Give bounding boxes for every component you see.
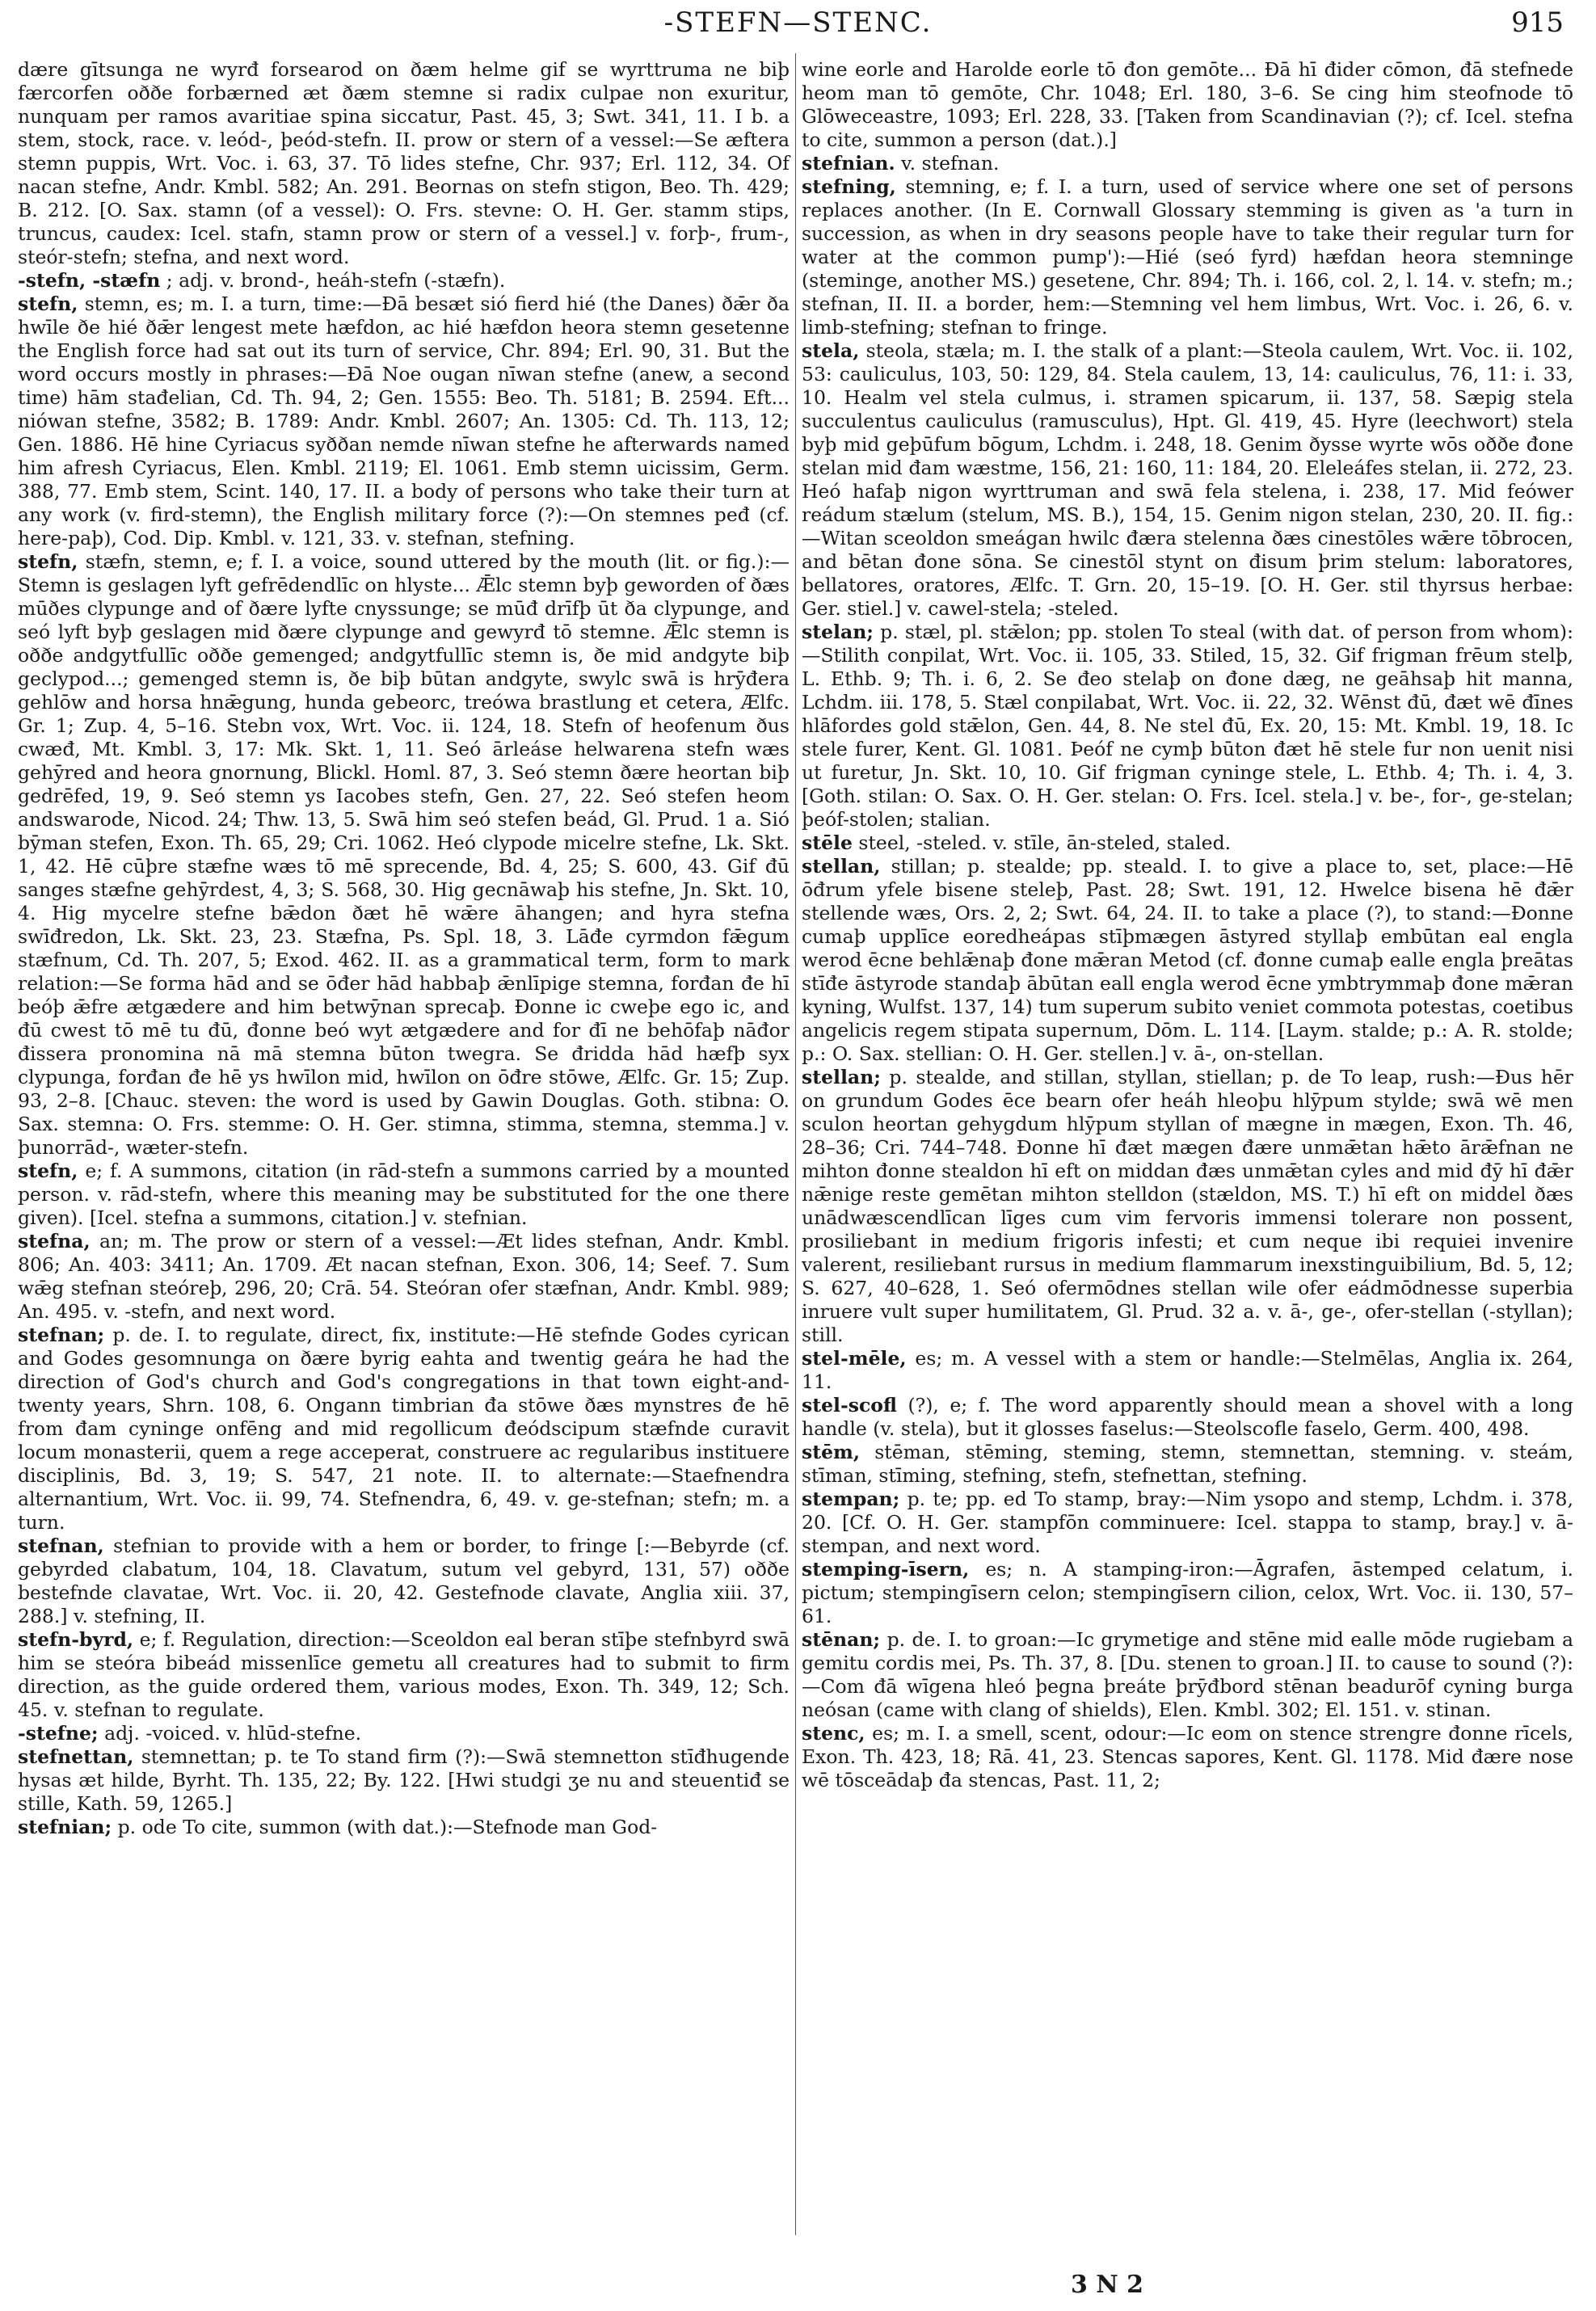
dictionary-entry [802,1722,1573,1792]
entry-text: steel, -steled. v. stīle, ān-steled, staled. [858,831,1232,854]
dictionary-entry [802,621,1573,831]
page-header [0,6,1596,48]
entry-headword: stela, [802,339,860,362]
entry-text: p. de. I. to regulate, direct, fix, institute:—Hē stefnde Godes cyrican and Godes gesomnunga on ðære byrig eahta and twentig geára he had the direction of God's church and God's congregations in that town eight-and-twenty years, Shrn. 108, 6. Ongann timbrian đa stōwe ðæs mynstres đe hē from đam cyninge onfēng and mid regollicum đeódscipum stæfnde curavit locum monasterii, quem a rege acceperat, construere ac regularibus instituere disciplinis, Bd. 3, 19; S. 547, 21 note. II. to alternate:—Staefnendra alternantium, Wrt. Voc. ii. 99, 74. Stefnendra, 6, 49. v. ge-stefnan; stefn; m. a turn. [18,1324,790,1534]
dictionary-entry [18,1160,790,1230]
entry-headword: stenc, [802,1722,865,1745]
entry-text: wine eorle and Harolde eorle tō đon gemōte... Đā hī đider cōmon, đā stefnede heom man tō gemōte, Chr. 1048; Erl. 180, 3–6. Se cing him steofnode tō Glōweceastre, 1093; Erl. 228, 33. [Taken from Scandinavian (?); cf. Icel. stefna to cite, summon a person (dat.).] [802,58,1573,151]
entry-text: p. de. I. to groan:—Ic grymetige and stēne mid ealle mōde rugiebam a gemitu cordis mei, Ps. Th. 37, 8. [Du. stenen to groan.] II. to cause to sound (?):—Com đā wīgena hleó þegna þreáte þrȳđbord stēnan beadurōf cyning burga neósan (came with clang of shields), Elen. Kmbl. 302; El. 151. v. stinan. [802,1628,1573,1721]
entry-text: stemn, es; m. I. a turn, time:—Đā besæt sió fierd hié (the Danes) ðǣr ða hwīle ðe hié ðǣr lengest mete hæfdon, ac hié hæfdon heora stemn gesetenne the English force had sat out its turn of service, Chr. 894; Erl. 90, 31. But the word occurs mostly in phrases:—Đā Noe ougan nīwan stefne (anew, a second time) hām stađelian, Cd. Th. 94, 2; Gen. 1555: Beo. Th. 5181; B. 2594. Eft... niówan stefne, 3582; B. 1789: Andr. Kmbl. 2607; An. 1305: Cd. Th. 113, 12; Gen. 1886. Hē hine Cyriacus syððan nemde nīwan stefne he afterwards named him afresh Cyriacus, Elen. Kmbl. 2119; El. 1061. Emb stemn uicissim, Germ. 388, 77. Emb stem, Scint. 140, 17. II. a body of persons who take their turn at any work (v. fird-stemn), the English military force (?):—On stemnes peđ (cf. here-paþ), Cod. Dip. Kmbl. v. 121, 33. v. stefnan, stefning. [18,293,790,549]
right-column [802,58,1573,1792]
entry-headword: stelan; [802,621,874,643]
entry-text: (?), e; f. The word apparently should mean a shovel with a long handle (v. stela), but it glosses faselus:—Steolscofle faselo, Germ. 400, 498. [802,1394,1573,1440]
entry-text: e; f. A summons, citation (in rād-stefn a summons carried by a mounted person. v. rād-stefn, where this meaning may be substituted for the one there given). [Icel. stefna a summons, citation.] v. stefnian. [18,1160,790,1229]
dictionary-entry [802,1488,1573,1558]
entry-text: stefnian to provide with a hem or border, to fringe [:—Bebyrde (cf. gebyrded clabatum, 104, 18. Clavatum, sutum vel gebyrd, 131, 57) oððe bestefnde clavatae, Wrt. Voc. ii. 20, 42. Gestefnode clavate, Anglia xiii. 37, 288.] v. stefning, II. [18,1534,790,1627]
entry-headword: stefning, [802,175,896,198]
entry-text: stēman, stēming, steming, stemn, stemnettan, stemning. v. steám, stīman, stīming, stefning, stefn, stefnettan, stefning. [802,1441,1573,1487]
dictionary-entry [18,1324,790,1534]
dictionary-entry [802,1558,1573,1628]
entry-text: ; adj. v. brond-, heáh-stefn (-stæfn). [166,269,506,292]
entry-text: stæfn, stemn, e; f. I. a voice, sound uttered by the mouth (lit. or fig.):—Stemn is geslagen lyft gefrēdendlīc on hlyste... Ǣlc stemn byþ geworden of ðæs mūðes clypunge and of ðære lyfte cnyssunge; se mūđ drīfþ ūt ða clypunge, and seó lyft byþ geslagen mid ðære clypunge and gewyrđ tō stemne. Ǣlc stemn is oððe andgytfullīc oððe gemenged; andgytfullīc stemn is, ðe mid andgyte biþ geclypod...; gemenged stemn is, ðe biþ būtan andgyte, swylc swā is hrȳđera gehlōw and horsa hnǣgung, hunda gebeorc, treówa brastlung et cetera, Ælfc. Gr. 1; Zup. 4, 5–16. Stebn vox, Wrt. Voc. ii. 124, 18. Stefn of heofenum ðus cwæđ, Mt. Kmbl. 3, 17: Mk. Skt. 1, 11. Seó ārleáse helwarena stefn wæs gehȳred and heora gnornung, Blickl. Homl. 87, 3. Seó stemn ðære heortan biþ gedrēfed, 19, 9. Seó stemn ys Iacobes stefn, Gen. 27, 22. Seó stefen heom andswarode, Nicod. 24; Thw. 13, 5. Swā him seó stefen beád, Gl. Prud. 1 a. Sió bȳman stefen, Exon. Th. 65, 29; Cri. 1062. Heó clypode micelre stefne, Lk. Skt. 1, 42. Hē cūþre stæfne wæs tō mē sprecende, Bd. 4, 25; S. 600, 43. Gif đū sanges stæfne gehȳrdest, 4, 3; S. 568, 30. Hig gecnāwaþ his stefne, Jn. Skt. 10, 4. Hig mycelre stefne bǣdon ðæt hē wǣre āhangen; and hyra stefna swīđredon, Lk. Skt. 23, 23. Stæfna, Ps. Spl. 18, 3. Lāđe cyrmdon fǣgum stæfnum, Cd. Th. 207, 5; Exod. 462. II. as a grammatical term, form to mark relation:—Se forma hād and se ōđer hād habbaþ ǣnlīpige stemna, forđan đe hī beóþ ǣfre ætgædere and him betwȳnan sprecaþ. Đonne ic cweþe ego ic, and đū cwest tō mē tu đū, đonne beó wyt ætgædere and for đī ne behōfaþ nāđor đissera pronomina nā mā stemna būton twegra. Se đridda hād hæfþ syx clypunga, forđan đe hē ys hwīlon mid, hwīlon on ōđre stōwe, Ælfc. Gr. 15; Zup. 93, 2–8. [Chauc. steven: the word is used by Gawin Douglas. Goth. stibna: O. Sax. stemna: O. Frs. stemme: O. H. Ger. stimna, stimma, stemna, stemma.] v. þunorrād-, wæter-stefn. [18,550,790,1159]
entry-text: es; m. A vessel with a stem or handle:—Stelmēlas, Anglia ix. 264, 11. [802,1347,1573,1393]
dictionary-entry [18,1230,790,1324]
entry-headword: stefn, [18,550,78,573]
signature-mark: 3 N 2 [1070,2271,1143,2299]
entry-headword: stel-mēle, [802,1347,907,1370]
entry-headword: stefnan; [18,1324,105,1346]
dictionary-entry [18,58,790,269]
entry-text: e; f. Regulation, direction:—Sceoldon eal beran stīþe stefnbyrd swā him se steóra bibeád missenlīce gemetu all creatures had to submit to firm direction, as the guide ordered them, various modes, Exon. Th. 349, 12; Sch. 45. v. stefnan to regulate. [18,1628,790,1721]
dictionary-entry [18,1816,790,1839]
column-divider [795,53,796,2235]
entry-headword: stefnettan, [18,1745,134,1768]
entry-headword: stefna, [18,1230,91,1252]
entry-text: es; m. I. a smell, scent, odour:—Ic eom on stence strengre đonne rīcels, Exon. Th. 423, 18; Rā. 41, 23. Stencas sapores, Kent. Gl. 1178. Mid đære nose wē tōsceādaþ đa stencas, Past. 11, 2; [802,1722,1573,1791]
dictionary-entry [802,855,1573,1066]
dictionary-entry [18,1745,790,1816]
entry-headword: stefn-byrd, [18,1628,134,1651]
entry-text: adj. -voiced. v. hlūd-stefne. [104,1722,362,1745]
entry-text: p. stæl, pl. stǣlon; pp. stolen To steal (with dat. of person from whom):—Stilith conpilat, Wrt. Voc. ii. 105, 33. Stiled, 15, 32. Gif frigman frēum stelþ, L. Ethb. 9; Th. i. 6, 2. Se đeo stelaþ on đone dæg, ne geāhsaþ hit manna, Lchdm. iii. 178, 5. Stæl conpilabat, Wrt. Voc. ii. 22, 32. Wēnst đū, đæt wē đīnes hlāfordes gold stǣlon, Gen. 44, 8. Ne stel đū, Ex. 20, 15: Mt. Kmbl. 19, 18. Ic stele furer, Kent. Gl. 1081. Þeóf ne cymþ būton đæt hē stele fur non uenit nisi ut furetur, Jn. Skt. 10, 10. Gif frigman cyninge stele, L. Ethb. 4; Th. i. 4, 3. [Goth. stilan: O. Sax. O. H. Ger. stelan: O. Frs. Icel. stela.] v. be-, for-, ge-stelan; þeóf-stolen; stalian. [802,621,1573,831]
entry-text: an; m. The prow or stern of a vessel:—Æt lides stefnan, Andr. Kmbl. 806; An. 403: 3411; An. 1709. Æt nacan stefnan, Exon. 306, 14; Seef. 7. Sum wǣg stefnan steóreþ, 296, 20; Crā. 54. Steóran ofer stæfnan, Andr. Kmbl. 989; An. 495. v. -stefn, and next word. [18,1230,790,1323]
entry-headword: stefnian. [802,152,895,175]
dictionary-entry [18,550,790,1160]
dictionary-entry [802,175,1573,339]
entry-headword: stēnan; [802,1628,881,1651]
dictionary-entry [18,269,790,293]
entry-headword: stefn, [18,293,78,315]
entry-text: p. ode To cite, summon (with dat.):—Stefnode man God- [117,1816,658,1838]
page-number: 915 [1511,6,1564,39]
entry-headword: -stefne; [18,1722,99,1745]
entry-headword: stemping-īsern, [802,1558,970,1581]
dictionary-entry [18,1628,790,1722]
entry-headword: stefn, [18,1160,78,1182]
dictionary-entry [802,1066,1573,1347]
dictionary-entry [802,58,1573,152]
entry-headword: stēle [802,831,853,854]
dictionary-entry [802,1347,1573,1394]
entry-text: p. te; pp. ed To stamp, bray:—Nim ysopo and stemp, Lchdm. i. 378, 20. [Cf. O. H. Ger. stampfōn comminuere: Icel. stappa to stamp, bray.] v. ā-stempan, and next word. [802,1488,1573,1557]
entry-text: stemnettan; p. te To stand firm (?):—Swā stemnetton stīđhugende hysas æt hilde, Byrht. Th. 135, 22; By. 122. [Hwi studgi ʒe nu and steuentiđ se stille, Kath. 59, 1265.] [18,1745,790,1815]
dictionary-entry [18,1534,790,1628]
entry-text: stillan; p. stealde; pp. steald. I. to give a place to, set, place:—Hē ōđrum yfele bisene steleþ, Past. 28; Swt. 191, 12. Hwelce bisena hē đǣr stellende wæs, Ors. 2, 2; Swt. 64, 24. II. to take a place (?), to stand:—Đonne cumaþ upplīce eoredheápas stīþmægen āstyred styllaþ embūtan eal engla werod ēcne behlǣnaþ đone mǣran Metod (cf. đonne cumaþ ealle engla þreātas stīđe āstyrode standaþ ābūtan eall engla werod ēcne ymbtrymmaþ đone mǣran kyning, Wulfst. 137, 14) tum superum subito veniet commota potestas, coetibus angelicis regem stipata supernum, Dōm. L. 114. [Laym. stalde; p.: A. R. stolde; p.: O. Sax. stellian: O. H. Ger. stellen.] v. ā-, on-stellan. [802,855,1573,1065]
dictionary-entry [802,1441,1573,1488]
entry-headword: stellan; [802,1066,881,1088]
entry-headword: stempan; [802,1488,900,1510]
dictionary-entry [802,831,1573,855]
entry-headword: -stefn, -stæfn [18,269,161,292]
dictionary-entry [18,293,790,550]
left-column [18,58,790,1839]
entry-text: stemning, e; f. I. a turn, used of service where one set of persons replaces another. (In E. Cornwall Glossary stemming is given as 'a turn in succession, as when in dry seasons people have to take their regular turn for water at the common pump'):—Hié (seó fyrd) hæfdan heora stemninge (steminge, another MS.) gesetene, Chr. 894; Th. i. 166, col. 2, l. 14. v. stefn; m.; stefnan, II. II. a border, hem:—Stemning vel hem limbus, Wrt. Voc. i. 26, 6. v. limb-stefning; stefnan to fringe. [802,175,1573,339]
dictionary-entry [802,1394,1573,1441]
dictionary-entry [802,152,1573,175]
dictionary-entry [802,1628,1573,1722]
dictionary-entry [18,1722,790,1745]
entry-text: es; n. A stamping-iron:—Āgrafen, āstemped celatum, i. pictum; stempingīsern celon; stempingīsern cilion, celox, Wrt. Voc. ii. 130, 57–61. [802,1558,1573,1627]
entry-text: v. stefnan. [901,152,1000,175]
entry-text: steola, stæla; m. I. the stalk of a plant:—Steola caulem, Wrt. Voc. ii. 102, 53: cauliculus, 103, 50: 129, 84. Stela caulem, 13, 14: cauliculus, 76, 11: i. 33, 10. Healm vel stela culmus, i. stramen spicarum, ii. 137, 58. Sæpig stela succulentus cauliculus (ramusculus), Hpt. Gl. 419, 45. Hyre (leechwort) stela byþ mid geþūfum bōgum, Lchdm. i. 248, 18. Genim ðysse wyrte wōs oððe đone stelan mid đam wæstme, 156, 21: 160, 11: 184, 20. Eleleáfes stelan, ii. 272, 23. Heó hafaþ nigon wyrttruman and swā fela stelena, i. 238, 17. Mid feówer reádum stælum (stelum, MS. B.), 154, 15. Genim nigon stelan, 230, 20. II. fig.:—Witan sceoldon smeágan hwilc đæra stelenna ðæs cinestōles wǣre tōbrocen, and bētan đone sōna. Se cinestōl stynt on đisum þrim stelum: laboratores, bellatores, oratores, Ælfc. T. Grn. 20, 15–19. [O. H. Ger. stil thyrsus herbae: Ger. stiel.] v. cawel-stela; -steled. [802,339,1573,620]
entry-headword: stēm, [802,1441,861,1463]
entry-text: p. stealde, and stillan, styllan, stiellan; p. de To leap, rush:—Đus hēr on grundum Godes ēce bearn ofer heáh hleoþu hlȳpum stylde; swā wē men sculon heortan gehygdum hlȳpum styllan of mægne in mægen, Exon. Th. 46, 28–36; Cri. 744–748. Đonne hī đæt mægen đære unmǣtan hǣto ārǣfnan ne mihton đonne stealdon hī eft on middan đæs unmǣtan cyles and mid đȳ hī đǣr nǣnige reste gemētan mihton stelldon (stældon, MS. T.) hī eft on middel ðæs unādwæscendlīcan līges cum vim fervoris immensi tolerare non possent, prosiliebant in medium frigoris infesti; et cum neque ibi requiei invenire valerent, resiliebant rursus in medium flammarum inexstinguibilium, Bd. 5, 12; S. 627, 40–628, 1. Seó ofermōdnes stellan wile ofer eádmōdnesse superbia inruere vult super humilitatem, Gl. Prud. 32 a. v. ā-, ge-, ofer-stellan (-styllan); still. [802,1066,1573,1346]
entry-headword: stefnian; [18,1816,112,1838]
entry-headword: stel-scofl [802,1394,898,1416]
running-head: -STEFN—STENC. [663,6,933,39]
dictionary-entry [802,339,1573,621]
entry-headword: stellan, [802,855,881,878]
entry-text: dære gītsunga ne wyrđ forsearod on ðæm helme gif se wyrttruma ne biþ færcorfen oððe forbærned æt ðæm stemne si radix culpae non exuritur, nunquam per ramos avaritiae spina siccatur, Past. 45, 3; Swt. 341, 11. I b. a stem, stock, race. v. leód-, þeód-stefn. II. prow or stern of a vessel:—Se æftera stemn puppis, Wrt. Voc. i. 63, 37. Tō lides stefne, Chr. 937; Erl. 112, 34. Of nacan stefne, Andr. Kmbl. 582; An. 291. Beornas on stefn stigon, Beo. Th. 429; B. 212. [O. Sax. stamn (of a vessel): O. Frs. stevne: O. H. Ger. stamm stips, truncus, caudex: Icel. stafn, stamn prow or stern of a vessel.] v. forþ-, frum-, steór-stefn; stefna, and next word. [18,58,790,268]
entry-headword: stefnan, [18,1534,104,1557]
